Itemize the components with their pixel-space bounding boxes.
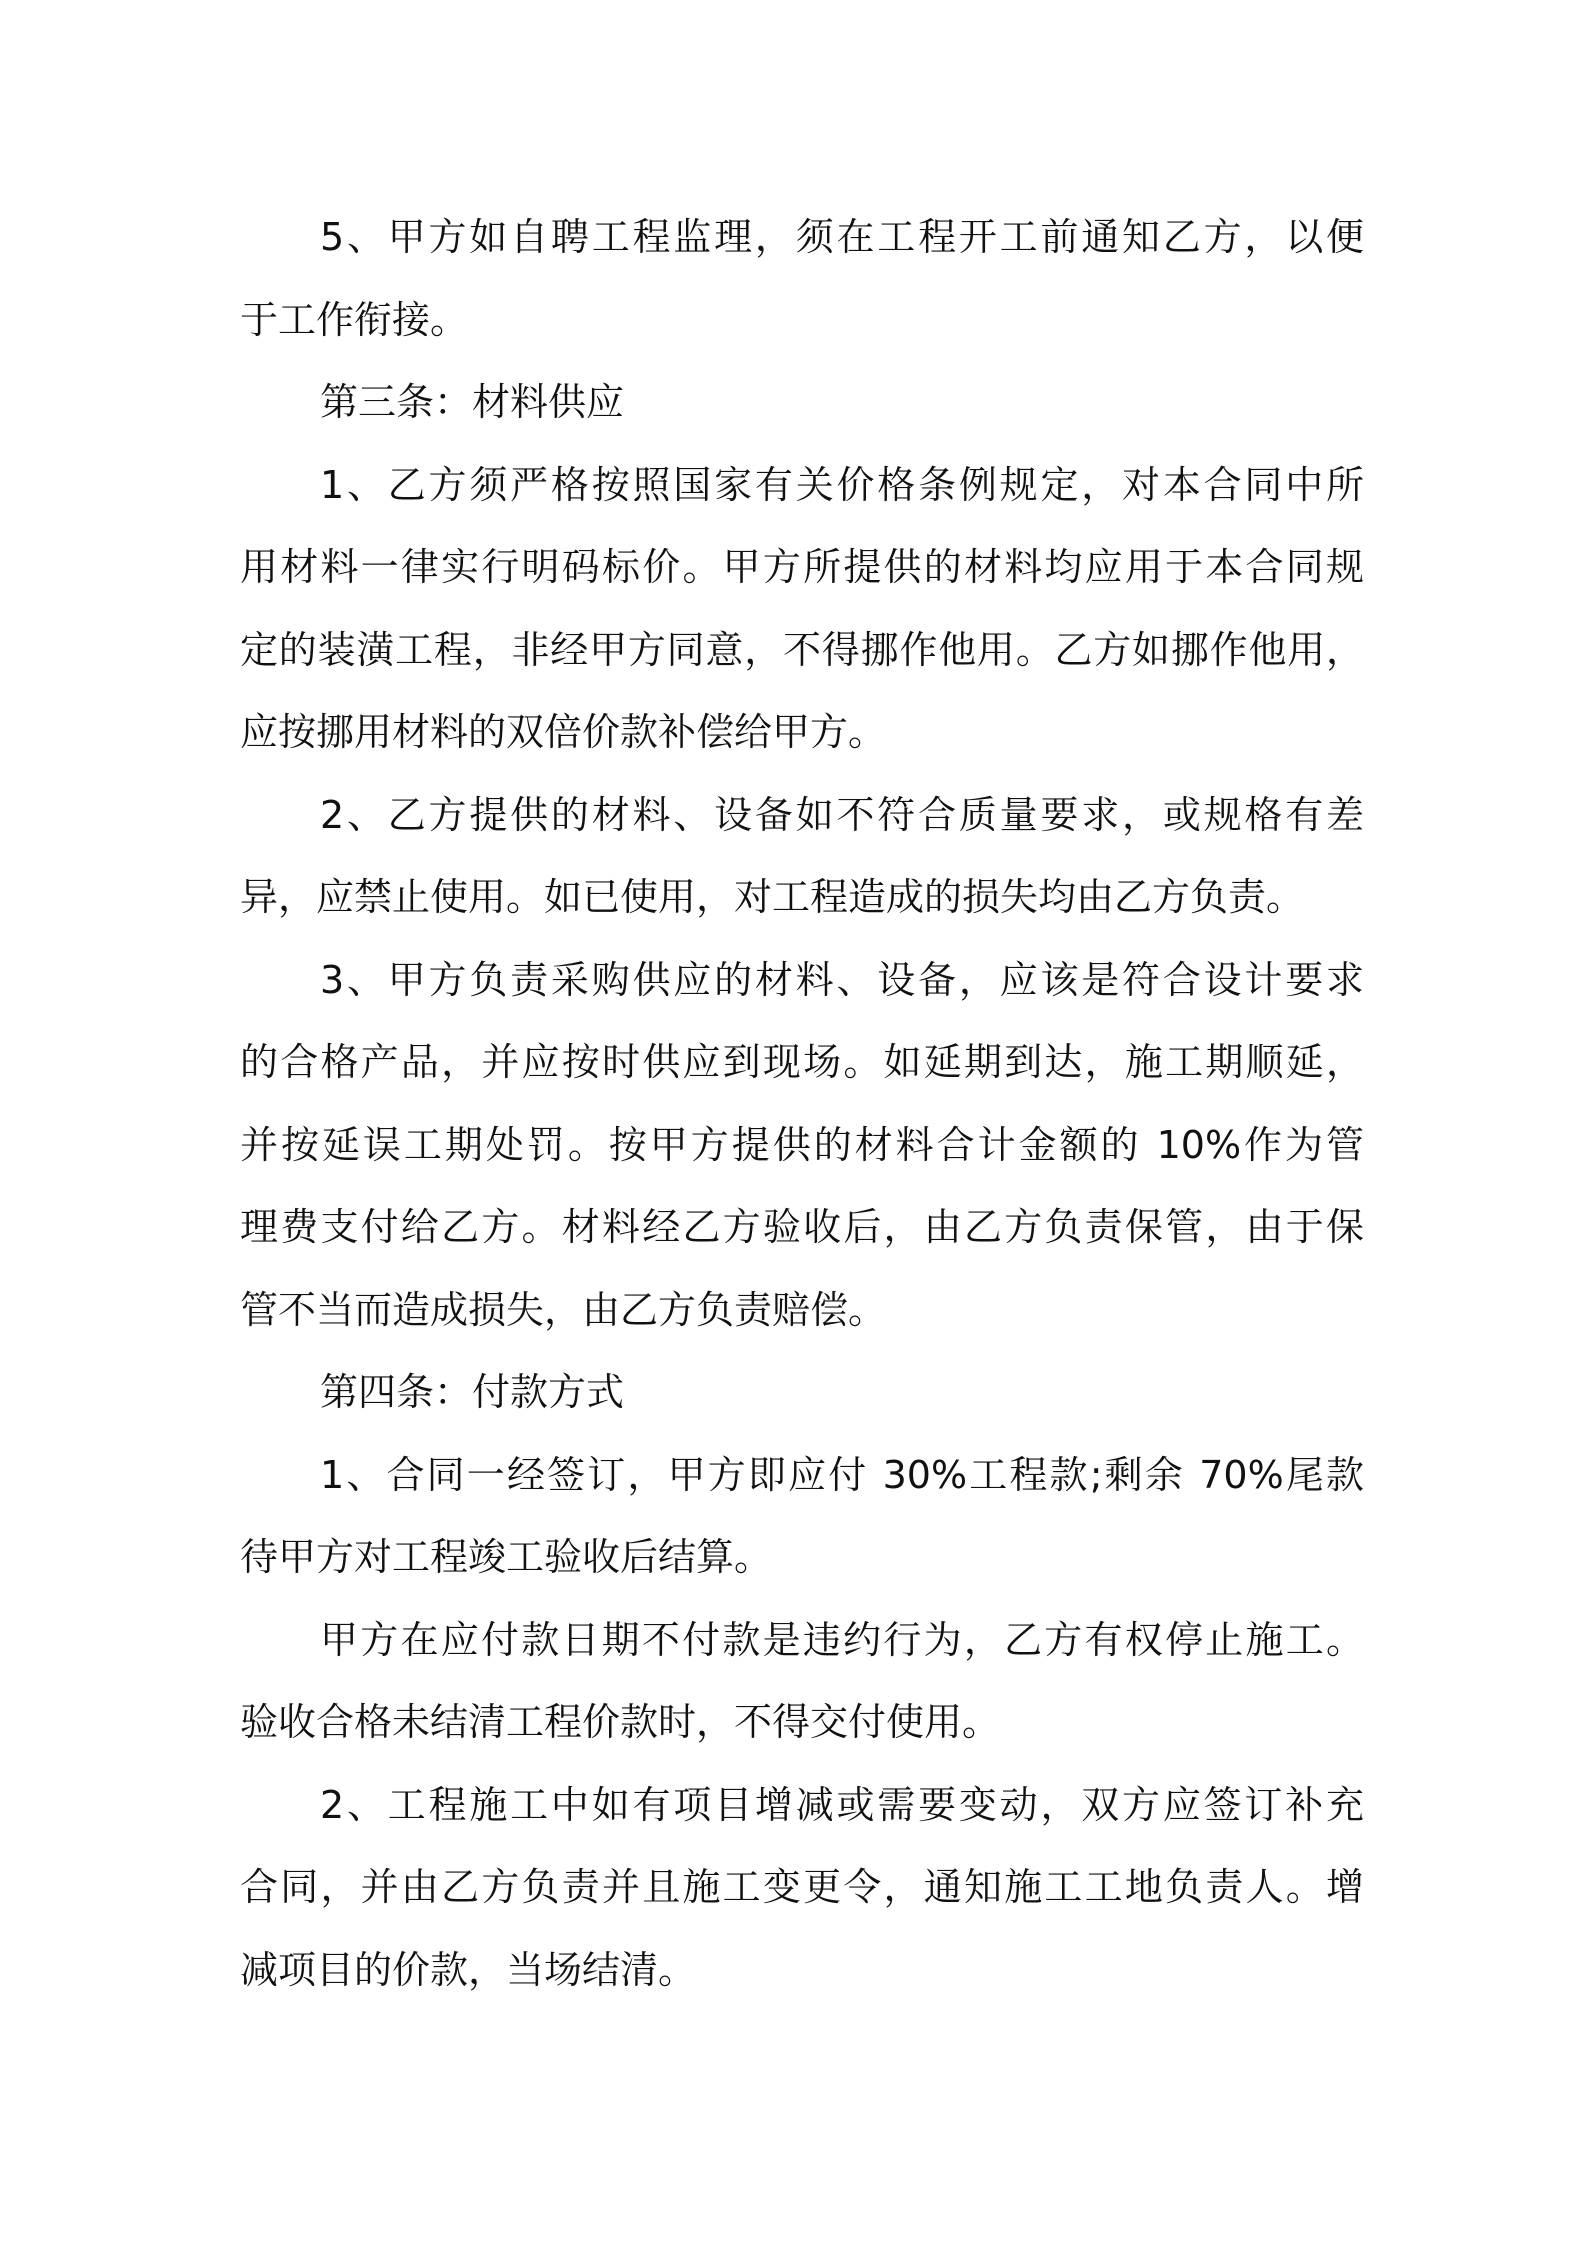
heading-article-3: [240, 361, 1364, 444]
text-line: 合同，并由乙方负责并且施工变更令，通知施工工地负责人。增: [240, 1865, 1364, 1909]
paragraph-article-4-item-1: [240, 1434, 1364, 1599]
text-line: 5、甲方如自聘工程监理，须在工程开工前通知乙方，以便: [320, 215, 1364, 259]
paragraph-article-3-item-1: [240, 444, 1364, 774]
text-line: 并按延误工期处罚。按甲方提供的材料合计金额的 10%作为管: [240, 1122, 1364, 1167]
text-line: 管不当而造成损失，由乙方负责赔偿。: [240, 1287, 887, 1332]
paragraph-clause-2-item-5: [240, 196, 1364, 361]
text-line: 的合格产品，并应按时供应到现场。如延期到达，施工期顺延，: [240, 1040, 1364, 1084]
text-line: 应按挪用材料的双倍价款补偿给甲方。: [240, 710, 887, 754]
text-line: 异，应禁止使用。如已使用，对工程造成的损失均由乙方负责。: [240, 875, 1305, 919]
section-heading: 第三条：材料供应: [320, 380, 625, 424]
text-line: 理费支付给乙方。材料经乙方验收后，由乙方负责保管，由于保: [240, 1205, 1364, 1249]
text-line: 1、乙方须严格按照国家有关价格条例规定，对本合同中所: [320, 462, 1364, 507]
text-line: 用材料一律实行明码标价。甲方所提供的材料均应用于本合同规: [240, 545, 1364, 589]
paragraph-article-3-item-2: [240, 774, 1364, 939]
text-line: 2、工程施工中如有项目增减或需要变动，双方应签订补充: [320, 1782, 1364, 1827]
section-heading: 第四条：付款方式: [320, 1370, 625, 1414]
text-line: 定的装潢工程，非经甲方同意，不得挪作他用。乙方如挪作他用，: [240, 627, 1364, 672]
text-line: 于工作衔接。: [240, 297, 469, 342]
paragraph-article-3-item-3: [240, 939, 1364, 1352]
text-line: 减项目的价款，当场结清。: [240, 1947, 697, 1992]
text-line: 2、乙方提供的材料、设备如不符合质量要求，或规格有差: [320, 792, 1364, 837]
text-line: 验收合格未结清工程价款时，不得交付使用。: [240, 1700, 1001, 1744]
contract-text-body: [240, 196, 1364, 2011]
heading-article-4: [240, 1351, 1364, 1434]
paragraph-article-4-late-payment: [240, 1599, 1364, 1764]
text-line: 1、合同一经签订，甲方即应付 30%工程款;剩余 70%尾款: [320, 1452, 1364, 1497]
text-line: 甲方在应付款日期不付款是违约行为，乙方有权停止施工。: [320, 1617, 1364, 1662]
paragraph-article-4-item-2: [240, 1764, 1364, 2012]
text-line: 3、甲方负责采购供应的材料、设备，应该是符合设计要求: [320, 957, 1364, 1002]
text-line: 待甲方对工程竣工验收后结算。: [240, 1535, 773, 1579]
